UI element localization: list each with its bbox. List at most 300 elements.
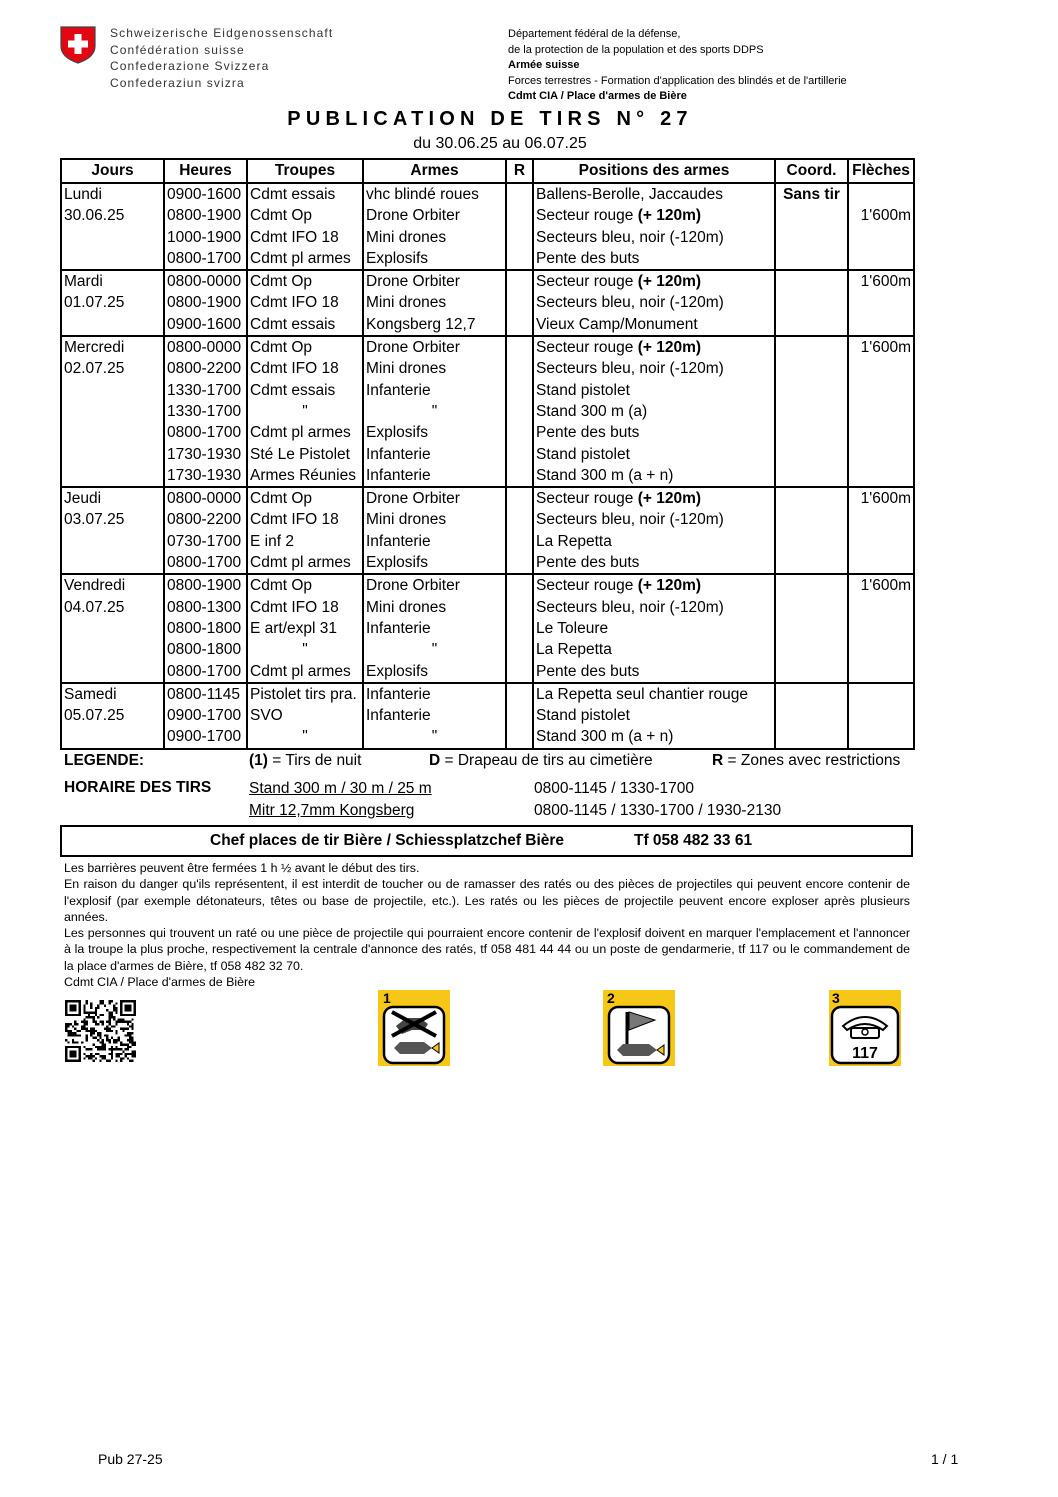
position-text: Secteurs bleu, noir (-120m) [536,228,724,246]
arrows-cell [848,639,914,660]
note-paragraph: Cdmt CIA / Place d'armes de Bière [64,975,256,990]
weapons-cell: Explosifs [363,248,506,270]
legend-text: = Zones avec restrictions [723,752,901,769]
day-cell: 04.07.25 [61,597,164,618]
weapons-cell: " [363,639,506,660]
legend-item-restrictions [712,752,900,770]
restriction-cell [506,597,533,618]
day-cell: Samedi [61,683,164,705]
confederation-line: Confederazione Svizzera [110,59,270,73]
restriction-cell [506,314,533,336]
coord-cell [775,292,848,313]
hours-cell: 0800-1900 [164,205,247,226]
day-cell: Mardi [61,270,164,292]
chef-phone: Tf 058 482 33 61 [634,832,753,849]
position-text: Stand pistolet [536,445,630,463]
position-text: Stand pistolet [536,381,630,399]
position-text: La Repetta seul chantier rouge [536,685,748,703]
table-row [61,552,914,574]
table-row [61,487,914,509]
position-elevation: (+ 120m) [637,273,702,291]
position-text: Stand 300 m (a + n) [536,728,674,746]
arrows-cell [848,597,914,618]
hours-cell: 0800-1700 [164,422,247,443]
coord-cell [775,336,848,358]
hours-cell: 0800-1800 [164,639,247,660]
table-row [61,270,914,292]
weapons-cell: Infanterie [363,618,506,639]
hours-cell: 1000-1900 [164,227,247,248]
pictogram-number: 3 [832,990,840,1006]
arrows-cell [848,683,914,705]
do-not-touch-icon [378,990,450,1066]
troops-cell: Cdmt IFO 18 [247,358,363,379]
department-line: Département fédéral de la défense, [508,28,681,40]
day-cell: Lundi [61,183,164,205]
day-cell: 30.06.25 [61,205,164,226]
position-cell [533,205,775,226]
day-cell: Vendredi [61,574,164,596]
position-cell [533,314,775,336]
weapons-cell: Infanterie [363,705,506,726]
restriction-cell [506,401,533,422]
page-number: 1 / 1 [931,1451,959,1467]
restriction-cell [506,618,533,639]
horaire-place: Mitr 12,7mm Kongsberg [249,802,415,819]
table-row [61,574,914,596]
day-cell [61,618,164,639]
arrows-cell [848,444,914,465]
coord-cell [775,444,848,465]
position-cell [533,336,775,358]
position-cell [533,487,775,509]
confederation-line: Confederaziun svizra [110,75,245,90]
column-header: Jours [61,159,164,183]
department-line: Forces terrestres - Formation d'application des blindés et de l'artillerie [508,74,847,87]
table-row [61,401,914,422]
position-cell [533,661,775,683]
arrows-cell [848,552,914,574]
position-cell [533,726,775,748]
legend-item-night [249,752,361,770]
pictogram-mark-location [603,990,675,1066]
note-paragraph: Les barrières peuvent être fermées 1 h ½ avant le début des tirs. [64,861,420,875]
troops-cell: Pistolet tirs pra. [247,683,363,705]
coord-cell [775,401,848,422]
hours-cell: 1730-1930 [164,465,247,487]
day-cell: 02.07.25 [61,358,164,379]
hours-cell: 1730-1930 [164,444,247,465]
hours-cell: 0800-1700 [164,552,247,574]
coord-cell [775,531,848,552]
coord-cell [775,422,848,443]
coord-cell [775,465,848,487]
hours-cell: 1330-1700 [164,401,247,422]
position-cell [533,597,775,618]
troops-cell: " [247,726,363,748]
legend-text: = Drapeau de tirs au cimetière [440,752,653,769]
column-header: Heures [164,159,247,183]
position-text: Stand pistolet [536,707,630,725]
position-cell [533,358,775,379]
position-text: Pente des buts [536,424,640,442]
coord-cell [775,248,848,270]
position-text: La Repetta [536,641,612,659]
position-cell [533,248,775,270]
arrows-cell [848,248,914,270]
confederation-line: Schweizerische Eidgenossenschaft [110,26,334,40]
table-row [61,465,914,487]
coord-cell [775,358,848,379]
day-cell [61,401,164,422]
table-row [61,639,914,660]
legend-label: LEGENDE: [64,752,145,769]
arrows-cell [848,531,914,552]
table-row [61,726,914,748]
restriction-cell [506,227,533,248]
coord-cell [775,661,848,683]
position-text: Pente des buts [536,554,640,572]
coord-cell [775,683,848,705]
troops-cell: Cdmt essais [247,183,363,205]
weapons-cell: Drone Orbiter [363,487,506,509]
arrows-cell [848,358,914,379]
day-cell [61,726,164,748]
horaire-hours: 0800-1145 / 1330-1700 [534,780,695,797]
arrows-cell [848,661,914,683]
day-cell [61,531,164,552]
position-text: Secteur rouge [536,207,638,225]
coord-cell [775,380,848,401]
arrows-cell: 1'600m [848,205,914,226]
day-cell: 05.07.25 [61,705,164,726]
day-cell: Jeudi [61,487,164,509]
position-text: Secteurs bleu, noir (-120m) [536,360,724,378]
hours-cell: 0900-1700 [164,705,247,726]
table-row [61,314,914,336]
pictogram-number: 1 [383,990,391,1006]
table-row [61,531,914,552]
page-title: PUBLICATION DE TIRS N° 27 [287,108,693,130]
hours-cell: 0800-1300 [164,597,247,618]
restriction-cell [506,531,533,552]
phone-117-icon [829,990,901,1066]
weapons-cell: Infanterie [363,380,506,401]
weapons-cell: Infanterie [363,444,506,465]
hours-cell: 0800-1700 [164,248,247,270]
pictogram-do-not-touch [378,990,450,1066]
troops-cell: E art/expl 31 [247,618,363,639]
arrows-cell [848,292,914,313]
weapons-cell: Mini drones [363,597,506,618]
table-header-row [61,159,914,183]
weapons-cell: Drone Orbiter [363,574,506,596]
hours-cell: 0900-1600 [164,314,247,336]
column-header: Troupes [247,159,363,183]
position-text: Secteurs bleu, noir (-120m) [536,294,724,312]
restriction-cell [506,465,533,487]
arrows-cell: 1'600m [848,574,914,596]
troops-cell: Cdmt pl armes [247,552,363,574]
coord-cell [775,574,848,596]
department-line: Cdmt CIA / Place d'armes de Bière [508,90,687,103]
firing-schedule-table [60,158,915,750]
troops-cell: " [247,639,363,660]
day-cell [61,552,164,574]
arrows-cell [848,465,914,487]
legend-key: (1) [249,752,268,769]
troops-cell: Cdmt IFO 18 [247,509,363,530]
hours-cell: 1330-1700 [164,380,247,401]
position-text: Secteurs bleu, noir (-120m) [536,598,724,616]
weapons-cell: Explosifs [363,661,506,683]
chef-contact-box [60,825,913,857]
restriction-cell [506,683,533,705]
safety-notes [64,860,910,990]
day-cell [61,380,164,401]
position-cell [533,227,775,248]
footer-reference: Pub 27-25 [98,1451,163,1467]
table-row [61,422,914,443]
arrows-cell: 1'600m [848,270,914,292]
restriction-cell [506,336,533,358]
legend-text: = Tirs de nuit [267,752,362,769]
table-row [61,205,914,226]
weapons-cell: Mini drones [363,509,506,530]
hours-cell: 0800-1700 [164,661,247,683]
position-cell [533,531,775,552]
coord-cell [775,597,848,618]
position-text: Stand 300 m (a + n) [536,466,674,484]
hours-cell: 0800-1145 [164,683,247,705]
restriction-cell [506,444,533,465]
confederation-names [110,25,333,91]
hours-cell: 0800-2200 [164,509,247,530]
department-line: de la protection de la population et des sports DDPS [508,43,764,56]
hours-cell: 0800-0000 [164,270,247,292]
position-cell [533,380,775,401]
coord-cell: Sans tir [775,183,848,205]
horaire-hours: 0800-1145 / 1330-1700 / 1930-2130 [534,802,782,819]
coord-cell [775,314,848,336]
position-text: Secteur rouge [536,339,638,357]
position-cell [533,683,775,705]
day-cell [61,314,164,336]
coord-cell [775,509,848,530]
table-row [61,380,914,401]
day-cell [61,227,164,248]
column-header: Coord. [775,159,848,183]
troops-cell: Cdmt IFO 18 [247,227,363,248]
position-cell [533,422,775,443]
day-cell: Mercredi [61,336,164,358]
table-row [61,683,914,705]
arrows-cell [848,183,914,205]
arrows-cell [848,509,914,530]
weapons-cell: Kongsberg 12,7 [363,314,506,336]
hours-cell: 0800-1900 [164,574,247,596]
table-row [61,358,914,379]
restriction-cell [506,574,533,596]
weapons-cell: Infanterie [363,531,506,552]
position-cell [533,552,775,574]
restriction-cell [506,183,533,205]
date-range: du 30.06.25 au 06.07.25 [413,135,587,152]
troops-cell: Cdmt essais [247,314,363,336]
position-text: Secteur rouge [536,490,638,508]
position-text: Vieux Camp/Monument [536,315,698,333]
position-cell [533,509,775,530]
weapons-cell: Explosifs [363,422,506,443]
department-line: Armée suisse [508,59,580,72]
position-text: La Repetta [536,532,612,550]
troops-cell: Cdmt Op [247,336,363,358]
hours-cell: 0800-0000 [164,336,247,358]
legend-key: D [429,752,441,769]
coord-cell [775,618,848,639]
hours-cell: 0800-0000 [164,487,247,509]
hours-cell: 0800-1900 [164,292,247,313]
coord-cell [775,726,848,748]
position-text: Secteurs bleu, noir (-120m) [536,511,724,529]
pictogram-number: 2 [607,990,615,1006]
weapons-cell: Drone Orbiter [363,205,506,226]
troops-cell: Cdmt Op [247,574,363,596]
coord-cell [775,705,848,726]
table-row [61,597,914,618]
day-cell [61,465,164,487]
position-text: Pente des buts [536,249,640,267]
table-body [61,183,914,749]
restriction-cell [506,380,533,401]
swiss-coat-of-arms-icon [60,26,96,64]
restriction-cell [506,726,533,748]
coord-cell [775,205,848,226]
troops-cell: Sté Le Pistolet [247,444,363,465]
arrows-cell [848,726,914,748]
position-cell [533,444,775,465]
position-cell [533,183,775,205]
hours-cell: 0800-1800 [164,618,247,639]
table-row [61,248,914,270]
day-cell [61,422,164,443]
position-cell [533,705,775,726]
weapons-cell: Infanterie [363,465,506,487]
table-row [61,509,914,530]
weapons-cell: Explosifs [363,552,506,574]
hours-cell: 0800-2200 [164,358,247,379]
chef-title: Chef places de tir Bière / Schiessplatzchef Bière [210,832,565,849]
arrows-cell: 1'600m [848,336,914,358]
table-row [61,444,914,465]
position-elevation: (+ 120m) [637,490,702,508]
hours-cell: 0900-1600 [164,183,247,205]
column-header: R [506,159,533,183]
day-cell [61,444,164,465]
note-paragraph: Les personnes qui trouvent un raté ou une pièce de projectile qui pourraient encore contenir de l'explosif doivent en marquer l'emplacement et l'annoncer à la troupe la plus proche, respectivement la centrale d'annonce des ratés, tf 058 481 44 44 ou un poste de gendarmerie, tf 117 ou le commandement de la place d'armes de Bière, tf 058 482 32 70. [64,926,910,973]
table-row [61,618,914,639]
troops-cell: Armes Réunies [247,465,363,487]
table-row [61,661,914,683]
table-row [61,292,914,313]
horaire-place: Stand 300 m / 30 m / 25 m [249,780,432,797]
arrows-cell [848,422,914,443]
coord-cell [775,639,848,660]
pictogram-caption: 117 [852,1045,878,1062]
troops-cell: Cdmt pl armes [247,248,363,270]
weapons-cell: Mini drones [363,292,506,313]
restriction-cell [506,248,533,270]
qr-code-icon[interactable] [65,1000,136,1062]
troops-cell: Cdmt pl armes [247,422,363,443]
day-cell: 03.07.25 [61,509,164,530]
arrows-cell [848,227,914,248]
day-cell [61,248,164,270]
position-cell [533,270,775,292]
troops-cell: Cdmt Op [247,270,363,292]
troops-cell: Cdmt essais [247,380,363,401]
column-header: Positions des armes [533,159,775,183]
table-row [61,336,914,358]
arrows-cell [848,618,914,639]
position-text: Pente des buts [536,662,640,680]
troops-cell: Cdmt Op [247,487,363,509]
restriction-cell [506,661,533,683]
position-text: Le Toleure [536,619,609,637]
day-cell [61,639,164,660]
restriction-cell [506,552,533,574]
position-text: Secteur rouge [536,577,638,595]
coord-cell [775,552,848,574]
legend-item-flag [429,752,653,770]
restriction-cell [506,270,533,292]
day-cell: 01.07.25 [61,292,164,313]
hours-cell: 0900-1700 [164,726,247,748]
restriction-cell [506,292,533,313]
troops-cell: SVO [247,705,363,726]
restriction-cell [506,639,533,660]
troops-cell: E inf 2 [247,531,363,552]
mark-location-icon [603,990,675,1066]
position-text: Stand 300 m (a) [536,402,648,420]
coord-cell [775,487,848,509]
position-elevation: (+ 120m) [637,339,702,357]
troops-cell: Cdmt IFO 18 [247,597,363,618]
arrows-cell: 1'600m [848,487,914,509]
coord-cell [775,270,848,292]
day-cell [61,661,164,683]
column-header: Armes [363,159,506,183]
weapons-cell: Drone Orbiter [363,270,506,292]
position-cell [533,401,775,422]
department-block [508,27,847,105]
arrows-cell [848,401,914,422]
coord-cell [775,227,848,248]
column-header: Flèches [848,159,914,183]
position-elevation: (+ 120m) [637,577,702,595]
restriction-cell [506,509,533,530]
legend-key: R [712,752,724,769]
restriction-cell [506,422,533,443]
restriction-cell [506,358,533,379]
troops-cell: Cdmt IFO 18 [247,292,363,313]
position-cell [533,465,775,487]
pictogram-phone-117 [829,990,901,1066]
weapons-cell: Drone Orbiter [363,336,506,358]
arrows-cell [848,314,914,336]
restriction-cell [506,705,533,726]
note-paragraph: En raison du danger qu'ils représentent, il est interdit de toucher ou de ramasser des ratés ou des pièces de projectiles qui peuvent encore contenir de l'explosif (par exemple détonateurs, têtes ou base de projectile, etc.). Les ratés ou les pièces de projectile peuvent encore exploser après plusieurs années. [64,877,910,924]
